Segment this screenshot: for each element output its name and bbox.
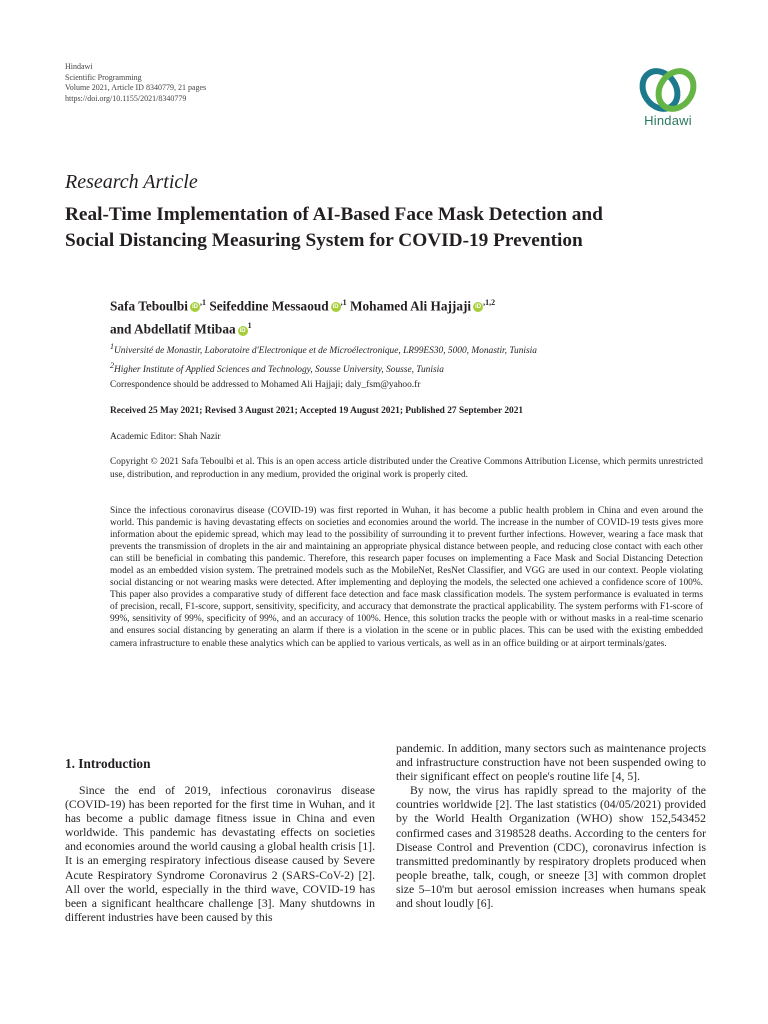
paragraph: pandemic. In addition, many sectors such as maintenance projects and infrastructure construction have not been suspended owing to their significant effect on people's routine life [4, 5]. — [396, 742, 706, 784]
article-type: Research Article — [65, 171, 198, 193]
author-name[interactable]: Seifeddine Messaoud — [209, 298, 329, 314]
affiliation-1 — [110, 340, 537, 359]
orcid-icon[interactable]: iD — [332, 304, 339, 311]
affiliation-2 — [110, 359, 537, 378]
title-line-1: Real-Time Implementation of AI-Based Face Mask Detection and — [65, 204, 603, 225]
publication-dates: Received 25 May 2021; Revised 3 August 2021; Accepted 19 August 2021; Published 27 September 2021 — [110, 406, 524, 416]
affiliation-text: Université de Monastir, Laboratoire d'Electronique et de Microélectronique, LR99ES30, 5000, Monastir, Tunisia — [114, 346, 537, 357]
orcid-icon[interactable]: iD — [239, 327, 246, 334]
author-affiliation-mark: ,1,2 — [483, 298, 496, 307]
author-affiliation-mark: 1 — [247, 321, 252, 331]
copyright-notice: Copyright © 2021 Safa Teboulbi et al. This is an open access article distributed under the Creative Commons Attribution License, which permits unrestricted use, distribution, and reproduction in any medium, provided the original work is properly cited. — [110, 457, 703, 480]
affiliation-number: 2 — [110, 360, 114, 370]
affiliation-text: Higher Institute of Applied Sciences and Technology, Sousse University, Sousse, Tunisia — [114, 364, 444, 375]
paper-title — [65, 202, 715, 254]
affiliation-number: 1 — [110, 342, 114, 351]
academic-editor: Academic Editor: Shah Nazir — [110, 432, 221, 442]
logo-text: Hindawi — [644, 113, 692, 128]
body-column-right — [396, 742, 706, 911]
affiliations — [110, 340, 537, 377]
author-affiliation-mark: ,1 — [340, 298, 347, 307]
doi-link[interactable]: https://doi.org/10.1155/2021/8340779 — [65, 93, 187, 103]
abstract: Since the infectious coronavirus disease (COVID-19) was first reported in Wuhan, it has become a public health problem in China and even around the world. This pandemic is having devastating effects on societies and economies around the world. The increase in the number of COVID-19 tests gives more information about the epidemic spread, which may lead to the possibility of surrounding it to prevent further infections. However, wearing a face mask that prevents the transmission of droplets in the air and maintaining an appropriate physical distance between people, and reducing close contact with each other can still be beneficial in combating this pandemic. Therefore, this research paper focuses on implementing a Face Mask and Social Distancing Detection model as an embedded vision system. The pretrained models such as the MobileNet, ResNet Classifier, and VGG are used in our context. People violating social distancing or not wearing masks were detected. After implementing and deploying the models, the selected one achieved a confidence score of 100%. This paper also provides a comparative study of different face detection and face mask classification models. The system performance is evaluated in terms of precision, recall, F1-score, support, sensitivity, specificity, and accuracy that demonstrate the practical applicability. The system performs with F1-score of 99%, sensitivity of 99%, specificity of 99%, and an accuracy of 100%. Hence, this solution tracks the people with or without masks in a real-time scenario and ensures social distancing by generating an alarm if there is a violation in the scene or in public places. This can be used with the existing embedded camera infrastructure to enable these analytics which can be applied to various verticals, as well as in an office building or at airport terminals/gates. — [110, 506, 703, 649]
author-line-2 — [110, 316, 495, 339]
author-affiliation-mark: ,1 — [199, 298, 206, 307]
orcid-icon[interactable]: iD — [191, 304, 198, 311]
journal-info — [65, 62, 206, 104]
publisher-name: Hindawi — [65, 62, 93, 71]
title-line-2: Social Distancing Measuring System for COVID-19 Prevention — [65, 230, 583, 251]
author-name[interactable]: Safa Teboulbi — [110, 298, 188, 314]
volume-info: Volume 2021, Article ID 8340779, 21 pages — [65, 83, 207, 92]
conjunction: and — [110, 321, 132, 337]
journal-name: Scientific Programming — [65, 72, 142, 82]
author-line-1 — [110, 293, 495, 316]
author-list — [110, 293, 495, 340]
section-heading: 1. Introduction — [65, 756, 151, 771]
author-name[interactable]: Mohamed Ali Hajjaji — [349, 298, 472, 314]
correspondence: Correspondence should be addressed to Mohamed Ali Hajjaji; daly_fsm@yahoo.fr — [110, 380, 421, 390]
paragraph: By now, the virus has rapidly spread to the majority of the countries worldwide [2]. The last statistics (04/05/2021) provided by the World Health Organization (WHO) show 152,543452 confirmed cases and 3198528 deaths. According to the centers for Disease Control and Prevention (CDC), coronavirus infection is transmitted predominantly by respiratory droplets produced when people breathe, talk, cough, or sneeze [3] with common droplet size 5–10'm but aerosol emission increases when humans speak and shout loudly [6]. — [396, 784, 706, 911]
orcid-icon[interactable]: iD — [475, 304, 482, 311]
author-name[interactable]: Abdellatif Mtibaa — [134, 321, 236, 337]
body-column-left — [65, 784, 375, 925]
paragraph: Since the end of 2019, infectious coronavirus disease (COVID-19) has been reported for the first time in Wuhan, and it has become a public damage fitness issue in China and even worldwide. This pandemic has devastating effects on societies and economies around the world causing a global health crisis [1]. It is an emerging respiratory infectious disease caused by Severe Acute Respiratory Syndrome Coronavirus 2 (SARS-CoV-2) [2]. All over the world, especially in the third wave, COVID-19 has been a significant healthcare challenge [3]. Many shutdowns in different industries have been caused by this — [65, 784, 375, 924]
